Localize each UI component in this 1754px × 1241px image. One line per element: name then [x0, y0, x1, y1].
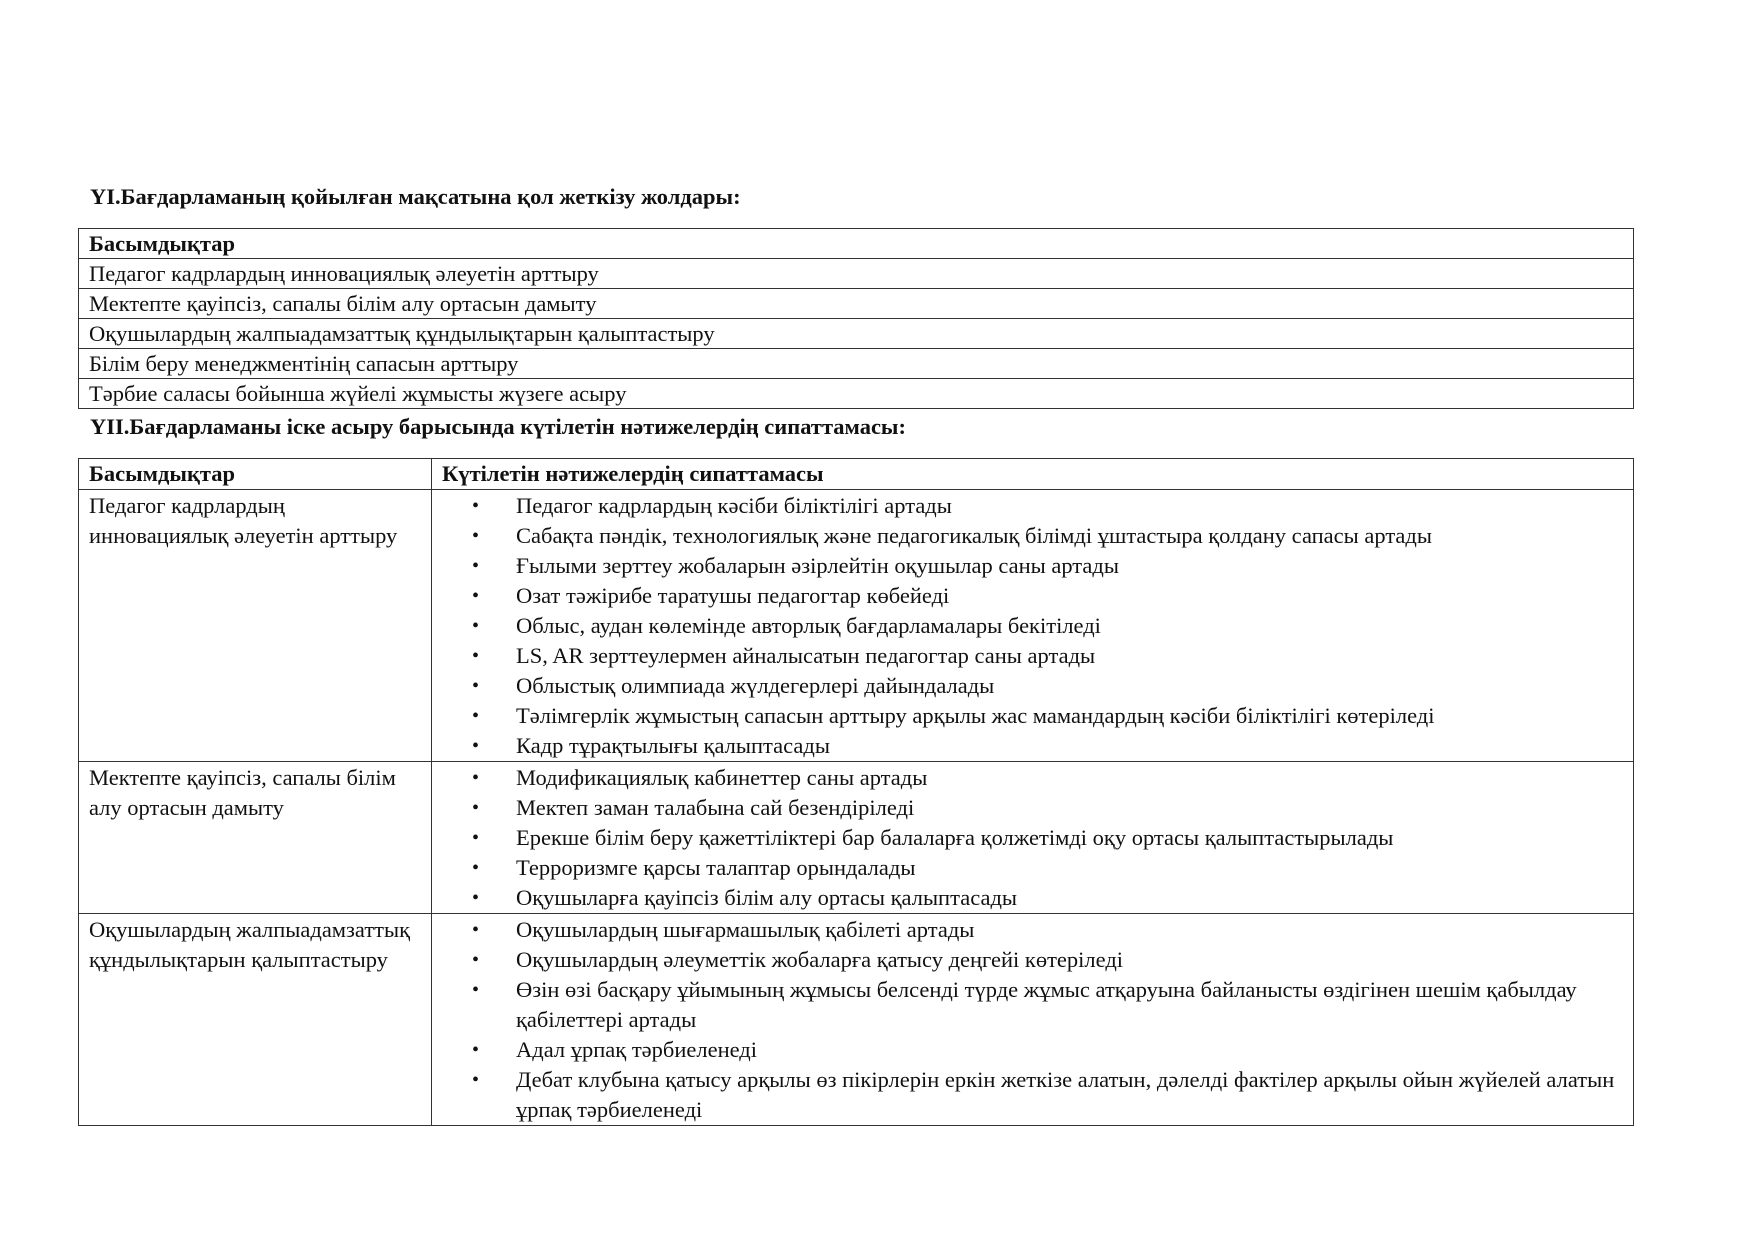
list-item	[472, 945, 1623, 975]
table-row	[79, 259, 1634, 289]
table-row	[79, 914, 1634, 1126]
table-row	[79, 379, 1634, 409]
result-text: Оқушыларға қауіпсіз білім алу ортасы қалыптасады	[516, 885, 1018, 910]
list-item	[472, 915, 1623, 945]
list-item	[472, 793, 1623, 823]
document-page	[78, 182, 1634, 1126]
table-row	[79, 319, 1634, 349]
result-text: Адал ұрпақ тәрбиеленеді	[516, 1037, 758, 1062]
bullet-icon: •	[472, 979, 480, 1001]
priority-cell: Мектепте қауіпсіз, сапалы білім алу ортасын дамыту	[79, 289, 1634, 319]
result-text: Оқушылардың әлеуметтік жобаларға қатысу деңгейі көтеріледі	[516, 947, 1124, 972]
list-item	[472, 763, 1623, 793]
result-text: Оқушылардың шығармашылық қабілеті артады	[516, 917, 975, 942]
bullet-icon: •	[472, 1039, 480, 1061]
table-header-row	[79, 229, 1634, 259]
list-item	[472, 883, 1623, 913]
bullet-icon: •	[472, 585, 480, 607]
list-item	[472, 671, 1623, 701]
priorities-header-cell: Басымдықтар	[79, 229, 1634, 259]
bullet-icon: •	[472, 767, 480, 789]
priority-cell: Білім беру менеджментінің сапасын арттыру	[79, 349, 1634, 379]
priority-cell: Педагог кадрлардың инновациялық әлеуетін арттыру	[79, 259, 1634, 289]
result-text: Облыстық олимпиада жүлдегерлері дайындалады	[516, 673, 995, 698]
result-text: Ғылыми зерттеу жобаларын әзірлейтін оқушылар саны артады	[516, 553, 1119, 578]
bullet-icon: •	[472, 645, 480, 667]
list-item	[472, 731, 1623, 761]
priority-cell: Педагог кадрлардың инновациялық әлеуетін арттыру	[79, 490, 432, 762]
results-list	[442, 915, 1623, 1125]
result-text: Педагог кадрлардың кәсіби біліктілігі артады	[516, 493, 952, 518]
section-6-heading: ҮI.Бағдарламаның қойылған мақсатына қол жеткізу жолдары:	[90, 184, 741, 209]
list-item	[472, 701, 1623, 731]
expected-results-table	[78, 458, 1634, 1126]
results-cell	[432, 490, 1634, 762]
result-text: Облыс, аудан көлемінде авторлық бағдарламалары бекітіледі	[516, 613, 1101, 638]
table-row	[79, 762, 1634, 914]
bullet-icon: •	[472, 525, 480, 547]
list-item	[472, 491, 1623, 521]
bullet-icon: •	[472, 887, 480, 909]
bullet-icon: •	[472, 949, 480, 971]
bullet-icon: •	[472, 857, 480, 879]
section-7-heading: ҮII.Бағдарламаны іске асыру барысында күтілетін нәтижелердің сипаттамасы:	[90, 414, 906, 439]
bullet-icon: •	[472, 797, 480, 819]
table-row	[79, 289, 1634, 319]
list-item	[472, 551, 1623, 581]
priority-cell: Мектепте қауіпсіз, сапалы білім алу ортасын дамыту	[79, 762, 432, 914]
results-cell	[432, 762, 1634, 914]
priority-cell: Оқушылардың жалпыадамзаттық құндылықтарын қалыптастыру	[79, 319, 1634, 349]
priorities-table	[78, 228, 1634, 409]
table-row	[79, 349, 1634, 379]
result-text: Тәлімгерлік жұмыстың сапасын арттыру арқылы жас мамандардың кәсіби біліктілігі көтеріледі	[516, 703, 1435, 728]
result-text: Модификациялық кабинеттер саны артады	[516, 765, 928, 790]
bullet-icon: •	[472, 495, 480, 517]
result-text: Дебат клубына қатысу арқылы өз пікірлерін еркін жеткізе алатын, дәлелді фактілер арқылы ойын жүйелей алатын ұрпақ тәрбиеленеді	[516, 1067, 1615, 1122]
list-item	[472, 521, 1623, 551]
results-body	[79, 490, 1634, 1126]
results-cell	[432, 914, 1634, 1126]
list-item	[472, 823, 1623, 853]
result-text: Терроризмге қарсы талаптар орындалады	[516, 855, 916, 880]
result-text: Ерекше білім беру қажеттіліктері бар балаларға қолжетімді оқу ортасы қалыптастырылады	[516, 825, 1394, 850]
priority-cell: Тәрбие саласы бойынша жүйелі жұмысты жүзеге асыру	[79, 379, 1634, 409]
bullet-icon: •	[472, 705, 480, 727]
list-item	[472, 641, 1623, 671]
bullet-icon: •	[472, 919, 480, 941]
result-text: Сабақта пәндік, технологиялық және педагогикалық білімді ұштастыра қолдану сапасы артады	[516, 523, 1432, 548]
priorities-column-header: Басымдықтар	[79, 459, 432, 490]
results-column-header: Күтілетін нәтижелердің сипаттамасы	[432, 459, 1634, 490]
list-item	[472, 975, 1623, 1035]
result-text: Мектеп заман талабына сай безендіріледі	[516, 795, 915, 820]
priority-cell: Оқушылардың жалпыадамзаттық құндылықтарын қалыптастыру	[79, 914, 432, 1126]
bullet-icon: •	[472, 735, 480, 757]
list-item	[472, 853, 1623, 883]
results-list	[442, 491, 1623, 761]
list-item	[472, 1065, 1623, 1125]
list-item	[472, 611, 1623, 641]
result-text: Озат тәжірибе таратушы педагогтар көбейеді	[516, 583, 950, 608]
bullet-icon: •	[472, 827, 480, 849]
list-item	[472, 581, 1623, 611]
bullet-icon: •	[472, 1069, 480, 1091]
results-list	[442, 763, 1623, 913]
bullet-icon: •	[472, 675, 480, 697]
bullet-icon: •	[472, 615, 480, 637]
table-header-row	[79, 459, 1634, 490]
result-text: LS, AR зерттеулермен айналысатын педагогтар саны артады	[516, 643, 1096, 668]
result-text: Өзін өзі басқару ұйымының жұмысы белсенді түрде жұмыс атқаруына байланысты өздігінен шешім қабылдау қабілеттері артады	[516, 977, 1577, 1032]
result-text: Кадр тұрақтылығы қалыптасады	[516, 733, 830, 758]
bullet-icon: •	[472, 555, 480, 577]
table-row	[79, 490, 1634, 762]
list-item	[472, 1035, 1623, 1065]
